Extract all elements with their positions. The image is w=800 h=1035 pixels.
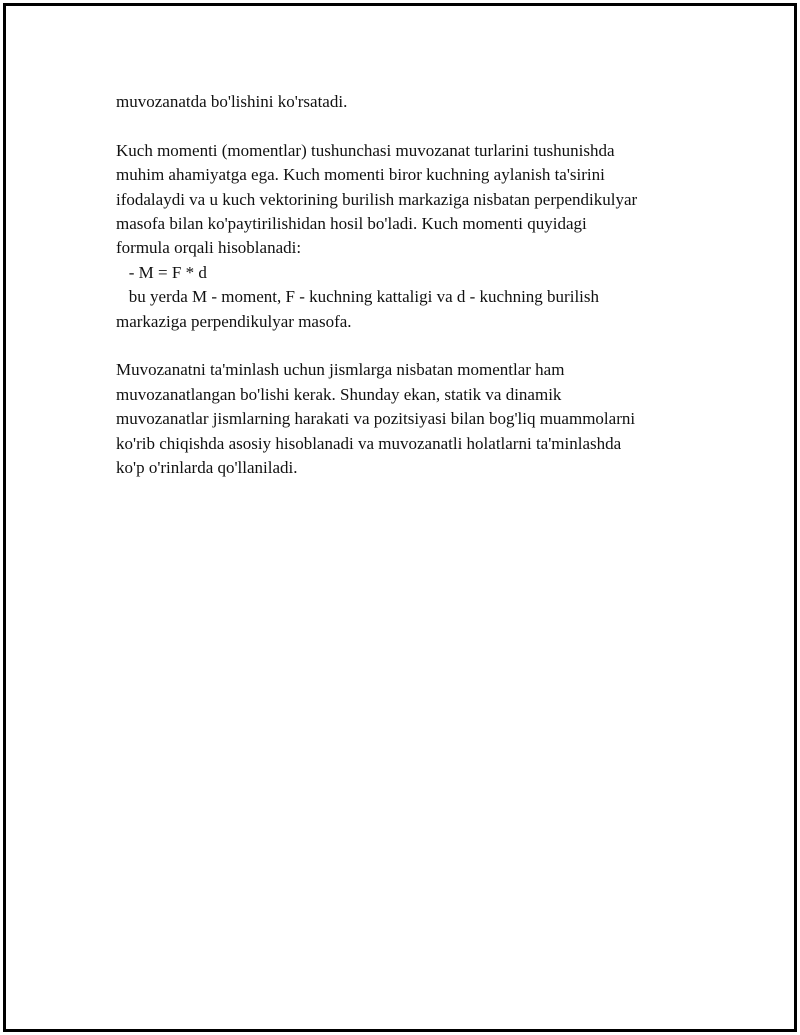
text-line: muvozanatlangan bo'lishi kerak. Shunday ekan, statik va dinamik (116, 384, 562, 404)
formula-line: - M = F * d (116, 262, 207, 282)
document-body (116, 90, 706, 480)
text-line: bu yerda M - moment, F - kuchning kattaligi va d - kuchning burilish (116, 287, 600, 307)
text-line: markaziga perpendikulyar masofa. (116, 311, 352, 331)
paragraph-spacer (116, 114, 706, 138)
text-line: ko'p o'rinlarda qo'llaniladi. (116, 458, 298, 478)
text-line: formula orqali hisoblanadi: (116, 238, 302, 258)
text-line: ko'rib chiqishda asosiy hisoblanadi va muvozanatli holatlarni ta'minlashda (116, 433, 622, 453)
text-line: Muvozanatni ta'minlash uchun jismlarga nisbatan momentlar ham (116, 360, 565, 380)
text-line: masofa bilan ko'paytirilishidan hosil bo'ladi. Kuch momenti quyidagi (116, 214, 587, 234)
paragraph (116, 139, 706, 334)
paragraph (116, 358, 706, 480)
text-line: Kuch momenti (momentlar) tushunchasi muvozanat turlarini tushunishda (116, 140, 615, 160)
text-line: muvozanatda bo'lishini ko'rsatadi. (116, 92, 348, 111)
text-line: muhim ahamiyatga ega. Kuch momenti biror kuchning aylanish ta'sirini (116, 165, 605, 185)
text-line: muvozanatlar jismlarning harakati va pozitsiyasi bilan bog'liq muammolarni (116, 409, 636, 429)
paragraph (116, 90, 706, 114)
paragraph-spacer (116, 334, 706, 358)
text-line: ifodalaydi va u kuch vektorining burilish markaziga nisbatan perpendikulyar (116, 189, 638, 209)
